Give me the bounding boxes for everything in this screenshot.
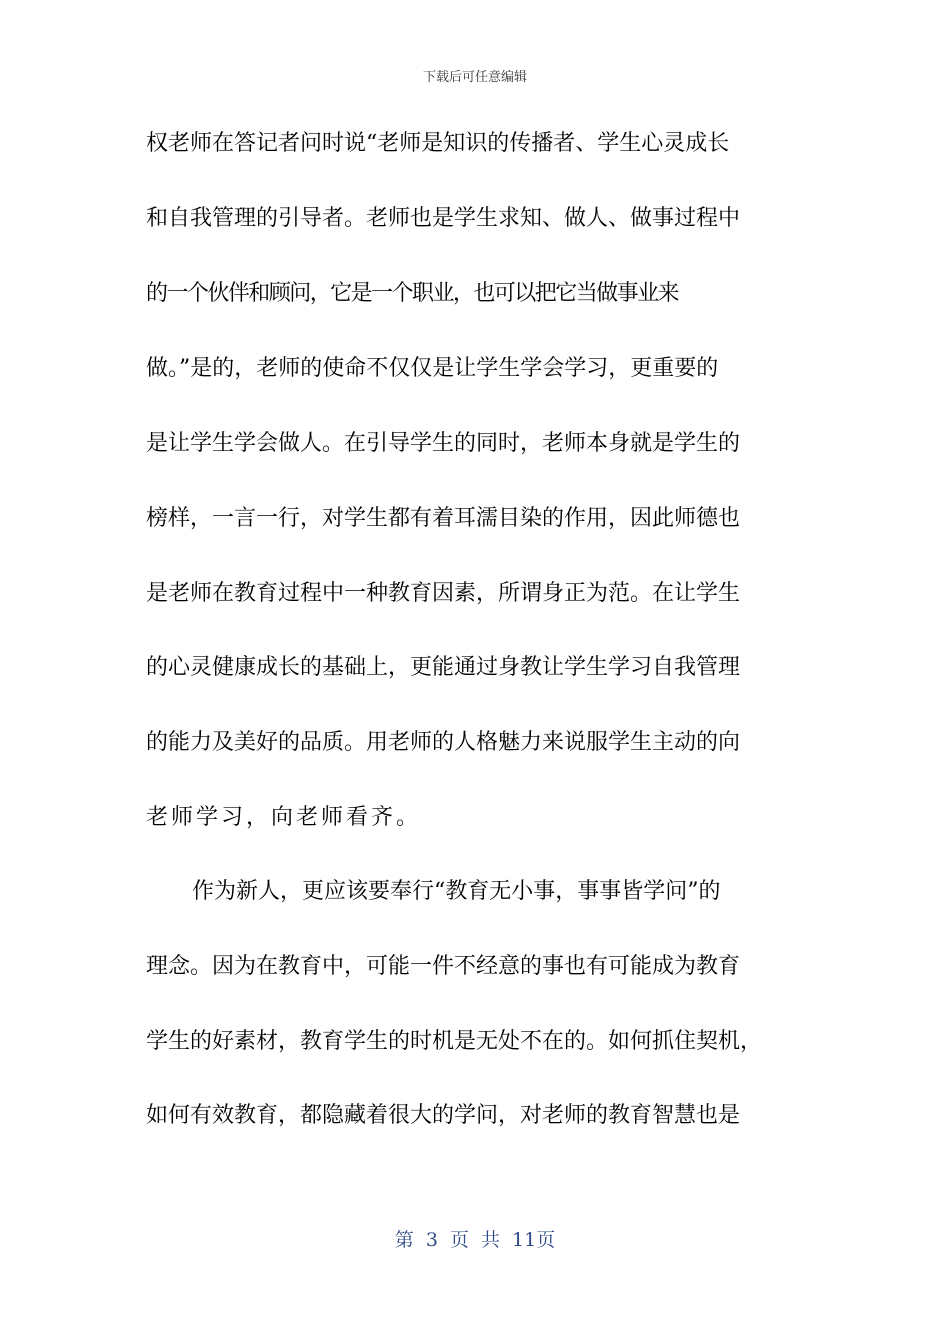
page-header: 下载后可任意编辑	[422, 70, 527, 85]
page-number: 第 3 页 共 11页	[394, 1229, 556, 1251]
text-line: 老师学习，向老师看齐。	[146, 805, 422, 830]
text-line: 理念。因为在教育中，可能一件不经意的事也有可能成为教育	[146, 954, 741, 979]
text-line: 如何有效教育，都隐藏着很大的学问，对老师的教育智慧也是	[146, 1103, 741, 1128]
text-line: 的一个伙伴和顾问，它是一个职业，也可以把它当做事业来	[146, 281, 679, 306]
text-line: 是让学生学会做人。在引导学生的同时，老师本身就是学生的	[146, 431, 741, 456]
paragraph-first-line: 作为新人，更应该要奉行“教育无小事，事事皆学问”的	[192, 879, 721, 904]
text-line: 学生的好素材，教育学生的时机是无处不在的。如何抓住契机，	[146, 1029, 763, 1054]
text-line: 的能力及美好的品质。用老师的人格魅力来说服学生主动的向	[146, 730, 741, 755]
text-line: 榜样，一言一行，对学生都有着耳濡目染的作用，因此师德也	[146, 506, 741, 531]
text-line: 和自我管理的引导者。老师也是学生求知、做人、做事过程中	[146, 206, 741, 231]
text-line: 是老师在教育过程中一种教育因素，所谓身正为范。在让学生	[146, 581, 741, 606]
text-line: 权老师在答记者问时说“老师是知识的传播者、学生心灵成长	[146, 131, 730, 156]
text-line: 做。”是的，老师的使命不仅仅是让学生学会学习，更重要的	[146, 356, 719, 381]
text-line: 的心灵健康成长的基础上，更能通过身教让学生学习自我管理	[146, 655, 741, 680]
